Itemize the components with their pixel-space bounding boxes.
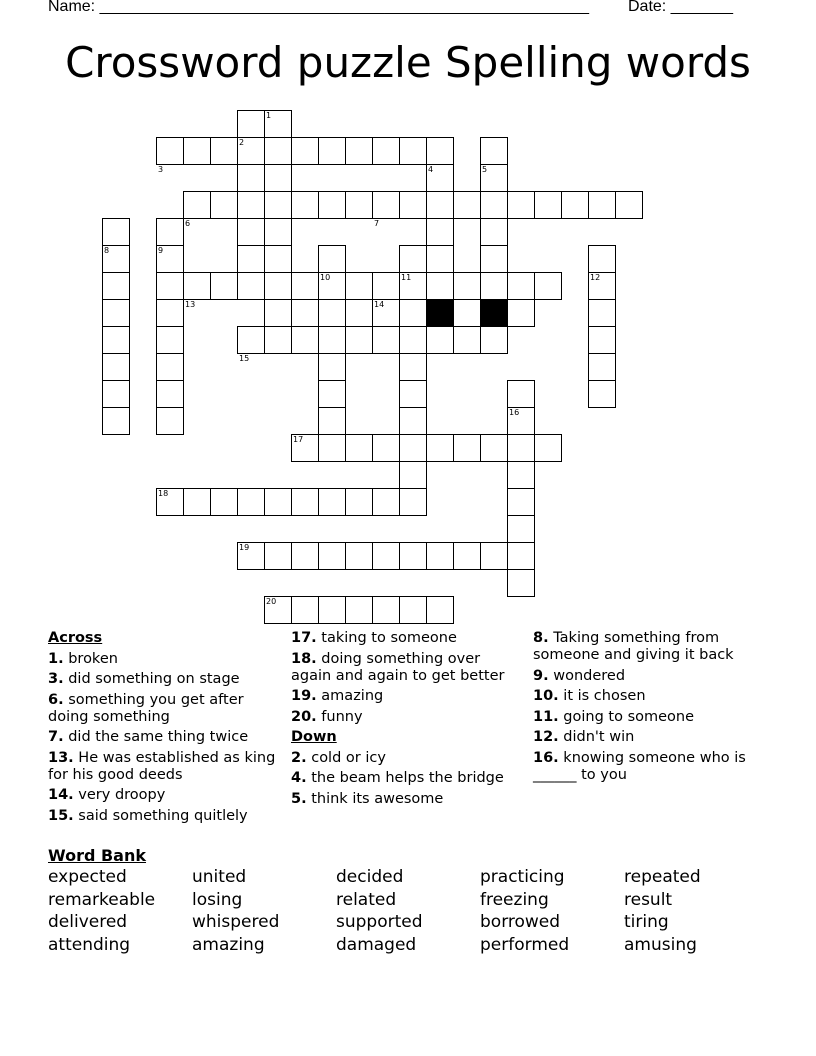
grid-cell[interactable] <box>588 353 616 381</box>
grid-cell[interactable] <box>102 299 130 327</box>
grid-cell[interactable] <box>318 596 346 624</box>
grid-cell[interactable] <box>291 191 319 219</box>
clue-text: something you get after doing something <box>48 691 244 725</box>
clue-text: very droopy <box>73 787 166 803</box>
grid-cell[interactable] <box>237 110 265 138</box>
grid-cell[interactable] <box>210 137 238 165</box>
grid-cell[interactable] <box>318 542 346 570</box>
grid-cell[interactable] <box>318 353 346 381</box>
word-bank-word: attending <box>48 934 131 955</box>
grid-cell[interactable] <box>453 191 481 219</box>
grid-cell[interactable] <box>480 326 508 354</box>
clue-text: knowing someone who is ______ to you <box>533 749 746 783</box>
clue-number: 11. <box>533 708 559 725</box>
grid-cell[interactable] <box>534 434 562 462</box>
clue-number-label: 20 <box>266 597 277 606</box>
grid-cell[interactable] <box>264 245 292 273</box>
grid-cell[interactable] <box>507 461 535 489</box>
grid-cell[interactable] <box>183 272 211 300</box>
grid-cell[interactable] <box>102 407 130 435</box>
clue-text: said something quitlely <box>73 807 248 824</box>
grid-cell[interactable] <box>453 326 481 354</box>
clue-item <box>48 750 280 784</box>
grid-cell[interactable] <box>318 299 346 327</box>
grid-cell[interactable] <box>318 434 346 462</box>
name-field-label: Name: _______________________________________________________ <box>48 0 589 15</box>
grid-cell[interactable] <box>318 488 346 516</box>
grid-cell[interactable] <box>210 191 238 219</box>
grid-cell[interactable] <box>102 218 130 246</box>
clue-item <box>291 750 523 767</box>
clue-text: didn't win <box>558 729 635 745</box>
grid-cell[interactable] <box>399 299 427 327</box>
grid-cell[interactable] <box>399 407 427 435</box>
grid-cell[interactable] <box>372 137 400 165</box>
clue-number: 7. <box>48 729 64 745</box>
grid-cell[interactable] <box>318 407 346 435</box>
grid-cell[interactable] <box>237 164 265 192</box>
word-bank-word: practicing <box>480 867 565 887</box>
grid-cell[interactable] <box>507 380 535 408</box>
grid-cell[interactable] <box>480 434 508 462</box>
grid-cell[interactable] <box>507 191 535 219</box>
grid-cell[interactable] <box>345 326 373 354</box>
clue-item <box>533 729 765 746</box>
grid-cell[interactable] <box>588 191 616 219</box>
grid-cell[interactable] <box>237 488 265 516</box>
clue-number-label: 3 <box>158 165 164 174</box>
clue-number-label: 8 <box>104 246 110 255</box>
clue-number-label: 5 <box>482 165 488 174</box>
clue-number-label: 10 <box>320 273 331 282</box>
clue-text: cold or icy <box>306 749 386 766</box>
clue-number: 19. <box>291 688 317 704</box>
grid-cell[interactable] <box>453 434 481 462</box>
clue-number-label: 15 <box>239 354 250 363</box>
grid-cell[interactable] <box>426 272 454 300</box>
word-bank-word: freezing <box>480 889 549 910</box>
clue-number-label: 12 <box>590 273 601 282</box>
grid-cell[interactable] <box>345 299 373 327</box>
grid-cell[interactable] <box>291 488 319 516</box>
word-bank-word: borrowed <box>480 912 561 932</box>
clue-number-label: 7 <box>374 219 380 228</box>
clue-number-label: 16 <box>509 408 520 417</box>
grid-cell[interactable] <box>264 137 292 165</box>
word-bank-word: whispered <box>192 912 280 932</box>
clue-item <box>291 791 523 808</box>
grid-cell[interactable] <box>264 272 292 300</box>
clue-item <box>48 671 280 688</box>
grid-cell[interactable] <box>480 542 508 570</box>
grid-cell[interactable] <box>399 596 427 624</box>
clue-number-label: 17 <box>293 435 304 444</box>
grid-cell[interactable] <box>426 596 454 624</box>
grid-cell[interactable] <box>291 326 319 354</box>
clue-number-label: 14 <box>374 300 385 309</box>
clue-item <box>291 709 523 726</box>
grid-cell[interactable] <box>480 137 508 165</box>
clue-text: going to someone <box>558 708 695 725</box>
grid-cell[interactable] <box>102 380 130 408</box>
black-square <box>480 299 508 327</box>
grid-cell[interactable] <box>237 272 265 300</box>
word-bank-word: supported <box>336 912 423 932</box>
grid-cell[interactable] <box>399 434 427 462</box>
grid-cell[interactable] <box>507 299 535 327</box>
clue-number: 17. <box>291 630 317 646</box>
grid-cell[interactable] <box>426 434 454 462</box>
clue-number: 12. <box>533 729 559 745</box>
grid-cell[interactable] <box>480 218 508 246</box>
grid-cell[interactable] <box>102 272 130 300</box>
clue-number: 9. <box>533 667 549 684</box>
word-bank-word: related <box>336 889 397 910</box>
grid-cell[interactable] <box>480 191 508 219</box>
grid-cell[interactable] <box>372 596 400 624</box>
clue-number: 20. <box>291 708 317 725</box>
grid-cell[interactable] <box>399 245 427 273</box>
grid-cell[interactable] <box>399 488 427 516</box>
clue-number: 1. <box>48 650 64 667</box>
grid-cell[interactable] <box>507 434 535 462</box>
grid-cell[interactable] <box>507 515 535 543</box>
grid-cell[interactable] <box>318 245 346 273</box>
clue-number: 10. <box>533 688 559 704</box>
clue-number: 13. <box>48 749 74 766</box>
grid-cell[interactable] <box>291 542 319 570</box>
grid-cell[interactable] <box>561 191 589 219</box>
clue-text: did the same thing twice <box>63 729 249 745</box>
clue-number-label: 4 <box>428 165 434 174</box>
clue-number: 6. <box>48 691 64 708</box>
grid-cell[interactable] <box>264 326 292 354</box>
grid-cell[interactable] <box>399 542 427 570</box>
grid-cell[interactable] <box>399 326 427 354</box>
clue-number-label: 13 <box>185 300 196 309</box>
grid-cell[interactable] <box>156 407 184 435</box>
clue-number: 2. <box>291 749 307 766</box>
word-bank-word: amazing <box>192 934 265 955</box>
word-bank-word: amusing <box>624 934 697 955</box>
date-field-label: Date: _______ <box>628 0 733 15</box>
clues-column-3 <box>533 630 765 787</box>
grid-cell[interactable] <box>318 137 346 165</box>
word-bank-word: remarkeable <box>48 889 156 910</box>
grid-cell[interactable] <box>480 272 508 300</box>
clue-item <box>533 709 765 726</box>
clue-number-label: 6 <box>185 219 191 228</box>
clue-item <box>48 729 280 746</box>
grid-cell[interactable] <box>156 272 184 300</box>
grid-cell[interactable] <box>156 299 184 327</box>
across-heading: Across <box>48 630 103 646</box>
grid-cell[interactable] <box>264 299 292 327</box>
clue-item <box>291 770 523 787</box>
grid-cell[interactable] <box>264 542 292 570</box>
grid-cell[interactable] <box>534 191 562 219</box>
clue-item <box>533 630 765 664</box>
clue-number-label: 18 <box>158 489 169 498</box>
grid-cell[interactable] <box>372 272 400 300</box>
grid-cell[interactable] <box>237 245 265 273</box>
grid-cell[interactable] <box>291 299 319 327</box>
word-bank-word: damaged <box>336 934 417 955</box>
grid-cell[interactable] <box>183 137 211 165</box>
word-bank-word: performed <box>480 934 570 955</box>
grid-cell[interactable] <box>345 488 373 516</box>
clue-text: broken <box>63 650 118 667</box>
grid-cell[interactable] <box>399 353 427 381</box>
clue-text: think its awesome <box>306 790 444 807</box>
grid-cell[interactable] <box>156 218 184 246</box>
clue-number-label: 19 <box>239 543 250 552</box>
clue-number-label: 2 <box>239 138 245 147</box>
clue-number-label: 9 <box>158 246 164 255</box>
grid-cell[interactable] <box>318 191 346 219</box>
clue-item <box>48 808 280 825</box>
grid-cell[interactable] <box>372 326 400 354</box>
grid-cell[interactable] <box>507 542 535 570</box>
grid-cell[interactable] <box>291 137 319 165</box>
clue-text: the beam helps the bridge <box>306 770 504 786</box>
clue-item <box>533 750 765 784</box>
grid-cell[interactable] <box>453 542 481 570</box>
grid-cell[interactable] <box>399 191 427 219</box>
grid-cell[interactable] <box>210 488 238 516</box>
grid-cell[interactable] <box>399 380 427 408</box>
grid-cell[interactable] <box>156 137 184 165</box>
grid-cell[interactable] <box>345 272 373 300</box>
clue-number: 8. <box>533 630 549 646</box>
grid-cell[interactable] <box>372 488 400 516</box>
grid-cell[interactable] <box>453 299 481 327</box>
clue-text: funny <box>316 708 363 725</box>
grid-cell[interactable] <box>426 137 454 165</box>
word-bank-word: losing <box>192 889 243 910</box>
clues-column-1 <box>48 630 280 828</box>
clue-text: it is chosen <box>558 688 646 704</box>
clue-number-label: 1 <box>266 111 272 120</box>
grid-cell[interactable] <box>534 272 562 300</box>
clue-number: 16. <box>533 749 559 766</box>
grid-cell[interactable] <box>345 137 373 165</box>
grid-cell[interactable] <box>588 299 616 327</box>
grid-cell[interactable] <box>399 137 427 165</box>
clue-item <box>533 668 765 685</box>
grid-cell[interactable] <box>102 353 130 381</box>
grid-cell[interactable] <box>318 380 346 408</box>
grid-cell[interactable] <box>426 218 454 246</box>
grid-cell[interactable] <box>372 191 400 219</box>
grid-cell[interactable] <box>588 380 616 408</box>
grid-cell[interactable] <box>156 380 184 408</box>
grid-cell[interactable] <box>372 434 400 462</box>
word-bank-word: result <box>624 889 673 910</box>
grid-cell[interactable] <box>372 542 400 570</box>
grid-cell[interactable] <box>615 191 643 219</box>
clue-number: 3. <box>48 671 64 687</box>
clue-item <box>291 630 523 647</box>
grid-cell[interactable] <box>426 326 454 354</box>
page-title: Crossword puzzle Spelling words <box>65 38 751 87</box>
clue-text: doing something over again and again to get better <box>291 650 505 684</box>
clue-item <box>48 787 280 804</box>
grid-cell[interactable] <box>345 191 373 219</box>
grid-cell[interactable] <box>507 488 535 516</box>
clue-text: Taking something from someone and giving it back <box>533 630 734 663</box>
clue-item <box>48 651 280 668</box>
word-bank-title: Word Bank <box>48 846 147 865</box>
word-bank-word: united <box>192 867 247 887</box>
down-heading: Down <box>291 729 337 745</box>
grid-cell[interactable] <box>102 326 130 354</box>
grid-cell[interactable] <box>183 191 211 219</box>
clue-text: wondered <box>548 667 626 684</box>
grid-cell[interactable] <box>237 326 265 354</box>
grid-cell[interactable] <box>156 353 184 381</box>
clue-number: 4. <box>291 770 307 786</box>
grid-cell[interactable] <box>237 191 265 219</box>
word-bank-word: decided <box>336 867 404 887</box>
clue-text: did something on stage <box>63 671 240 687</box>
grid-cell[interactable] <box>507 569 535 597</box>
clue-number: 14. <box>48 787 74 803</box>
grid-cell[interactable] <box>237 218 265 246</box>
grid-cell[interactable] <box>426 191 454 219</box>
grid-cell[interactable] <box>453 272 481 300</box>
grid-cell[interactable] <box>264 191 292 219</box>
clues-column-2 <box>291 630 523 811</box>
grid-cell[interactable] <box>345 434 373 462</box>
clue-item <box>533 688 765 705</box>
clue-number: 15. <box>48 807 74 824</box>
clue-number: 5. <box>291 790 307 807</box>
word-bank-word: delivered <box>48 912 128 932</box>
grid-cell[interactable] <box>480 245 508 273</box>
grid-cell[interactable] <box>183 488 211 516</box>
grid-cell[interactable] <box>426 542 454 570</box>
word-bank-word: repeated <box>624 867 701 887</box>
clue-number-label: 11 <box>401 273 412 282</box>
grid-cell[interactable] <box>210 272 238 300</box>
grid-cell[interactable] <box>318 326 346 354</box>
clue-text: amazing <box>316 688 384 704</box>
grid-cell[interactable] <box>264 164 292 192</box>
grid-cell[interactable] <box>345 596 373 624</box>
clue-item <box>48 692 280 726</box>
clue-text: He was established as king for his good deeds <box>48 749 276 783</box>
grid-cell[interactable] <box>291 596 319 624</box>
grid-cell[interactable] <box>507 272 535 300</box>
grid-cell[interactable] <box>588 245 616 273</box>
clue-number: 18. <box>291 650 317 667</box>
grid-cell[interactable] <box>345 542 373 570</box>
word-bank-word: expected <box>48 867 127 887</box>
grid-cell[interactable] <box>264 218 292 246</box>
black-square <box>426 299 454 327</box>
grid-cell[interactable] <box>588 326 616 354</box>
grid-cell[interactable] <box>291 272 319 300</box>
clue-item <box>291 688 523 705</box>
grid-cell[interactable] <box>399 461 427 489</box>
grid-cell[interactable] <box>264 488 292 516</box>
clue-item <box>291 651 523 685</box>
grid-cell[interactable] <box>156 326 184 354</box>
word-bank-word: tiring <box>624 912 669 932</box>
grid-cell[interactable] <box>426 245 454 273</box>
clue-text: taking to someone <box>316 630 457 646</box>
